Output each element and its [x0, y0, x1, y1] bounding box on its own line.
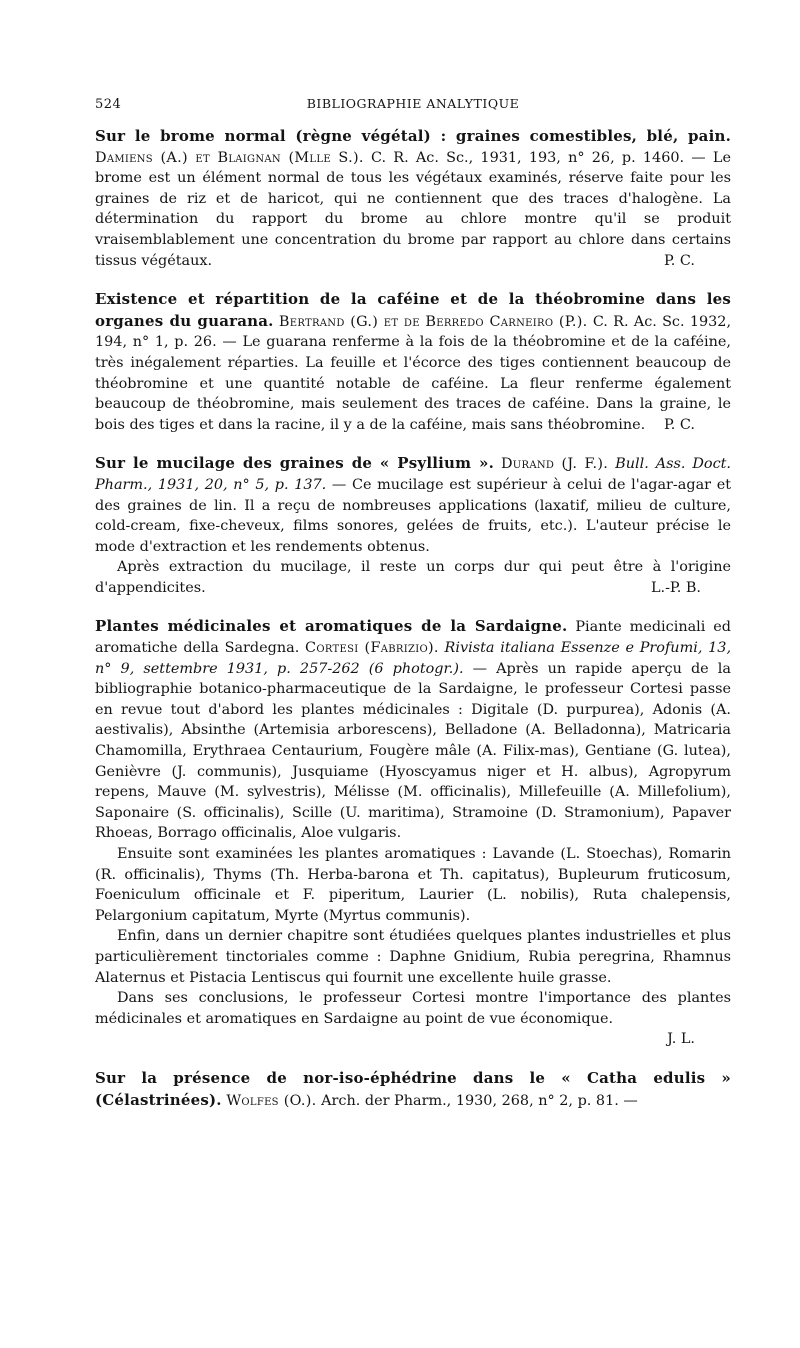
abstract-heading: Sur la présence de nor-iso-éphédrine dans le « Catha edulis » (Célastrinées). — [95, 1068, 731, 1109]
abstract-paragraph: Existence et répartition de la caféine et de la théobromine dans les organes du guarana. Bertrand (G.) et de Berredo Carneiro (P.). C. R. Ac. Sc. 1932, 194, n° 1, p. 26. — Le guarana renferme à la fois de la théobromine et de la caféine, très inégalement réparties. La feuille et l'écorce des tiges contiennent beaucoup de théobromine et une quantité notable de caféine. La fleur renferme également beaucoup de théobromine, mais seulement des traces de caféine. Dans la graine, le bois des tiges et dans la racine, il y a de la caféine, mais sans théobromine. P. C. — [95, 289, 731, 435]
abstract-signature: P. C. — [664, 416, 695, 433]
abstract-entry — [95, 453, 731, 598]
abstract-paragraph — [95, 926, 731, 988]
abstract-authors: Wolfes (O.). — [226, 1092, 317, 1109]
abstract-heading: Sur le brome normal (règne végétal) : graines comestibles, blé, pain. — [95, 127, 731, 145]
abstract-authors: Durand (J. F.). — [500, 456, 609, 473]
abstract-entry — [95, 289, 731, 435]
abstract-body-aromatic: Ensuite sont examinées les plantes aromatiques : Lavande (L. Stoechas), Romarin (R. officinalis), Thyms (Th. Herba-barona et Th. capitatus), Bupleurum fruticosum, Foeniculum officinale et F. piperitum, Laurier (L. nobilis), Ruta chalepensis, Pelargonium capitatum, Myrte (Myrtus communis). — [95, 846, 731, 924]
abstract-entry — [95, 616, 731, 1049]
abstract-source: Arch. der Pharm., 1930, 268, n° 2, p. 81. — — [321, 1092, 638, 1109]
abstract-body: Ce mucilage est supérieur à celui de l'agar-agar et des graines de lin. Il a reçu de nombreuses applications (laxatif, milieu de culture, cold-cream, fixe-cheveux, films sonores, gelées de fruits, etc.). L'auteur précise le mode d'extraction et les rendements obtenus. — [95, 476, 731, 555]
running-head — [95, 96, 731, 118]
abstract-source: Rivista italiana Essenze e Profumi, 13, n° 9, settembre 1931, p. 257-262 (6 photogr.). — [95, 640, 732, 677]
running-title: BIBLIOGRAPHIE ANALYTIQUE — [306, 96, 520, 111]
abstract-signature: L.-P. B. — [650, 579, 701, 596]
abstract-authors: Bertrand (G.) et de Berredo Carneiro (P.). — [278, 313, 588, 330]
abstract-body: Le guarana renferme à la fois de la théobromine et de la caféine, très inégalement réparties. La feuille et l'écorce des tiges contiennent beaucoup de théobromine et une quantité notable de caféine. La fleur renferme également beaucoup de théobromine, mais seulement des traces de caféine. Dans la graine, le bois des tiges et dans la racine, il y a de la caféine, mais sans théobromine. — [95, 334, 731, 433]
abstract-heading: Sur le mucilage des graines de « Psyllium ». — [95, 454, 494, 473]
abstract-paragraph: Sur le brome normal (règne végétal) : graines comestibles, blé, pain. Damiens (A.) et Blaignan (Mlle S.). C. R. Ac. Sc., 1931, 193, n° 26, p. 1460. — Le brome est un élément normal de tous les végétaux examinés, réserve faite pour les graines de riz et de haricot, qui ne contiennent que des traces d'halogène. La détermination du rapport du brome au chlore montre qu'il se produit vraisemblablement une concentration du brome par rapport au chlore dans certains tissus végétaux. P. C. — [95, 126, 731, 271]
abstract-authors: Cortesi (Fabrizio). — [305, 640, 439, 657]
abstract-signature: P. C. — [664, 252, 695, 269]
abstract-source: C. R. Ac. Sc., 1931, 193, n° 26, p. 1460. — [370, 149, 685, 166]
abstract-body-continued: Après extraction du mucilage, il reste un corps dur qui peut être à l'origine d'appendicites. — [95, 559, 731, 596]
abstract-italian-title: Piante medicinali ed aromatiche della Sardegna. — [95, 619, 731, 657]
abstract-paragraph — [95, 988, 731, 1029]
abstract-heading: Existence et répartition de la caféine et de la théobromine dans les organes du guarana. — [95, 290, 731, 330]
abstract-paragraph: Plantes médicinales et aromatiques de la Sardaigne. Piante medicinali ed aromatiche della Sardegna. Cortesi (Fabrizio). Rivista italiana Essenze e Profumi, 13, n° 9, settembre 1931, p. 257-262 (6 photogr.). — Après un rapide aperçu de la bibliographie botanico-pharmaceutique de la Sardaigne, le professeur Cortesi passe en revue tout d'abord les plantes médicinales : Digitale (D. purpurea), Adonis (A. aestivalis), Absinthe (Artemisia arborescens), Belladone (A. Belladonna), Matricaria Chamomilla, Erythraea Centaurium, Fougère mâle (A. Filix-mas), Gentiane (G. lutea), Genièvre (J. communis), Jusquiame (Hyoscyamus niger et H. albus), Agropyrum repens, Mauve (M. sylvestris), Mélisse (M. officinalis), Millefeuille (A. Millefolium), Saponaire (S. officinalis), Scille (U. maritima), Stramoine (D. Stramonium), Papaver Rhoeas, Borrago officinalis, Aloe vulgaris. — [95, 617, 732, 842]
abstract-paragraph — [95, 1068, 731, 1111]
abstract-entry — [95, 126, 731, 271]
abstract-paragraph — [95, 844, 731, 926]
abstract-signature: J. L. — [667, 1031, 695, 1048]
abstract-body: Après un rapide aperçu de la bibliographie botanico-pharmaceutique de la Sardaigne, le professeur Cortesi passe en revue tout d'abord les plantes médicinales : Digitale (D. purpurea), Adonis (A. aestivalis), Absinthe (Artemisia arborescens), Belladone (A. Belladonna), Matricaria Chamomilla, Erythraea Centaurium, Fougère mâle (A. Filix-mas), Gentiane (G. lutea), Genièvre (J. communis), Jusquiame (Hyoscyamus niger et H. albus), Agropyrum repens, Mauve (M. sylvestris), Mélisse (M. officinalis), Millefeuille (A. Millefolium), Saponaire (S. officinalis), Scille (U. maritima), Stramoine (D. Stramonium), Papaver Rhoeas, Borrago officinalis, Aloe vulgaris. — [95, 660, 731, 842]
abstract-entry — [95, 1068, 731, 1111]
abstract-body-conclusion: Dans ses conclusions, le professeur Cortesi montre l'importance des plantes médicinales et aromatiques en Sardaigne au point de vue économique. — [95, 990, 731, 1027]
abstract-authors: Damiens (A.) et Blaignan (Mlle S.). — [95, 149, 364, 166]
abstract-paragraph — [95, 557, 731, 598]
abstract-source: C. R. Ac. Sc. 1932, 194, n° 1, p. 26. — [95, 313, 732, 351]
abstract-source: Bull. Ass. Doct. Pharm., 1931, 20, n° 5, p. 137. — [95, 456, 732, 493]
abstract-body: Le brome est un élément normal de tous les végétaux examinés, réserve faite pour les graines de riz et de haricot, qui ne contiennent que des traces d'halogène. La détermination du rapport du brome au chlore montre qu'il se produit vraisemblablement une concentration du brome par rapport au chlore dans certains tissus végétaux. — [95, 149, 731, 269]
abstract-heading: Plantes médicinales et aromatiques de la Sardaigne. — [95, 617, 568, 636]
journal-page — [95, 96, 731, 1129]
page-number: 524 — [95, 97, 122, 112]
abstract-paragraph: Sur le mucilage des graines de « Psyllium ». Durand (J. F.). Bull. Ass. Doct. Pharm., 1931, 20, n° 5, p. 137. — Ce mucilage est supérieur à celui de l'agar-agar et des graines de lin. Il a reçu de nombreuses applications (laxatif, milieu de culture, cold-cream, fixe-cheveux, films sonores, gelées de fruits, etc.). L'auteur précise le mode d'extraction et les rendements obtenus. — [95, 454, 732, 555]
abstract-body-industrial: Enfin, dans un dernier chapitre sont étudiées quelques plantes industrielles et plus particulièrement tinctoriales comme : Daphne Gnidium, Rubia peregrina, Rhamnus Alaternus et Pistacia Lentiscus qui fournit une excellente huile grasse. — [95, 928, 731, 986]
